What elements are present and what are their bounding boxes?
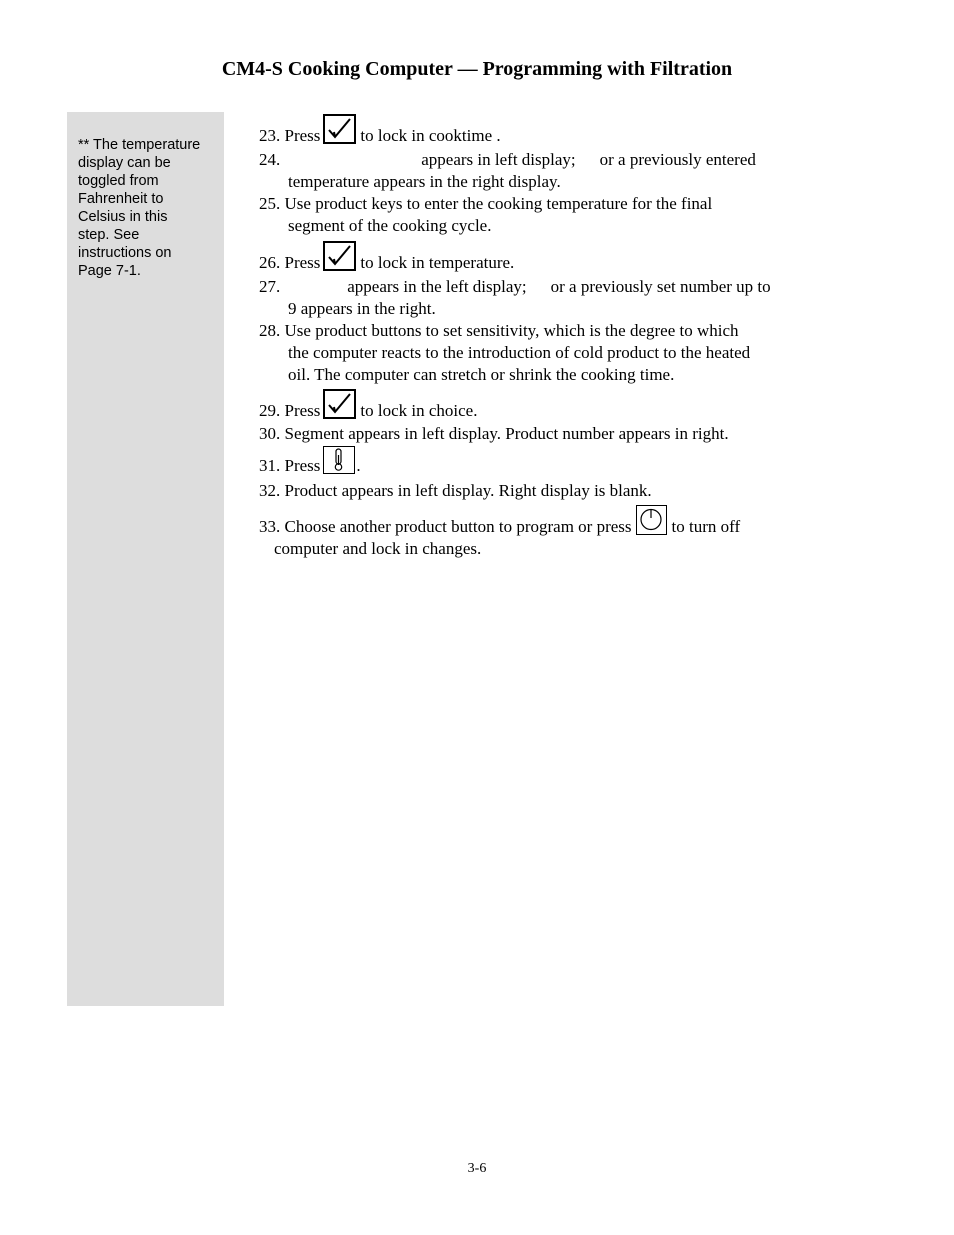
step-text: to lock in choice. [360,401,478,420]
step-text: Press [284,401,321,420]
step-text: Segment appears in left display. Product number appears in right. [284,424,729,443]
step-number: 25. [259,194,281,213]
step-number: 32. [259,481,281,500]
step-text: to turn off [671,517,741,536]
step-text: to lock in temperature. [360,253,515,272]
step-31 [259,446,361,477]
page-title: CM4-S Cooking Computer — Programming with Filtration [221,58,733,80]
step-number: 26. [259,253,281,272]
step-text: or a previously entered [599,150,756,169]
step-text: computer and lock in changes. [274,539,482,558]
step-33 [259,505,740,560]
step-number: 23. [259,126,281,145]
step-number: 24. [259,150,281,169]
check-key-icon [323,114,356,144]
step-text: Use product buttons to set sensitivity, which is the degree to which [284,321,739,340]
step-number: 27. [259,277,281,296]
step-text: segment of the cooking cycle. [288,216,492,235]
step-28 [259,320,750,386]
step-text: Press [284,126,321,145]
power-key-icon [636,505,667,535]
step-25 [259,193,712,237]
step-number: 31. [259,456,281,475]
page-number: 3-6 [467,1161,487,1176]
thermometer-key-icon [323,446,355,474]
step-text: oil. The computer can stretch or shrink the cooking time. [288,365,675,384]
step-text: or a previously set number up to [550,277,771,296]
sidebar-notes-column [67,112,224,1006]
step-32 [259,480,652,502]
step-text: Product appears in left display. Right display is blank. [284,481,652,500]
step-number: 28. [259,321,281,340]
step-text: temperature appears in the right display. [288,172,561,191]
step-text: . [356,456,361,475]
step-text: to lock in cooktime . [360,126,501,145]
step-text: the computer reacts to the introduction of cold product to the heated [288,343,751,362]
step-number: 33. [259,517,281,536]
step-26 [259,241,514,274]
step-text: appears in the left display; [347,277,527,296]
check-key-icon [323,389,356,419]
step-24 [259,149,756,193]
step-text: Press [284,253,321,272]
step-number: 29. [259,401,281,420]
step-text: Press [284,456,321,475]
step-text: appears in left display; [421,150,576,169]
step-27 [259,276,771,320]
check-key-icon [323,241,356,271]
step-text: Use product keys to enter the cooking temperature for the final [284,194,713,213]
step-23 [259,114,501,147]
temperature-toggle-note: ** The temperature display can be toggled from Fahrenheit to Celsius in this step. See instructions on Page 7-1. [78,137,201,279]
step-text: Choose another product button to program or press [284,517,632,536]
step-30 [259,423,729,445]
step-number: 30. [259,424,281,443]
step-text: 9 appears in the right. [288,299,436,318]
step-29 [259,389,477,422]
